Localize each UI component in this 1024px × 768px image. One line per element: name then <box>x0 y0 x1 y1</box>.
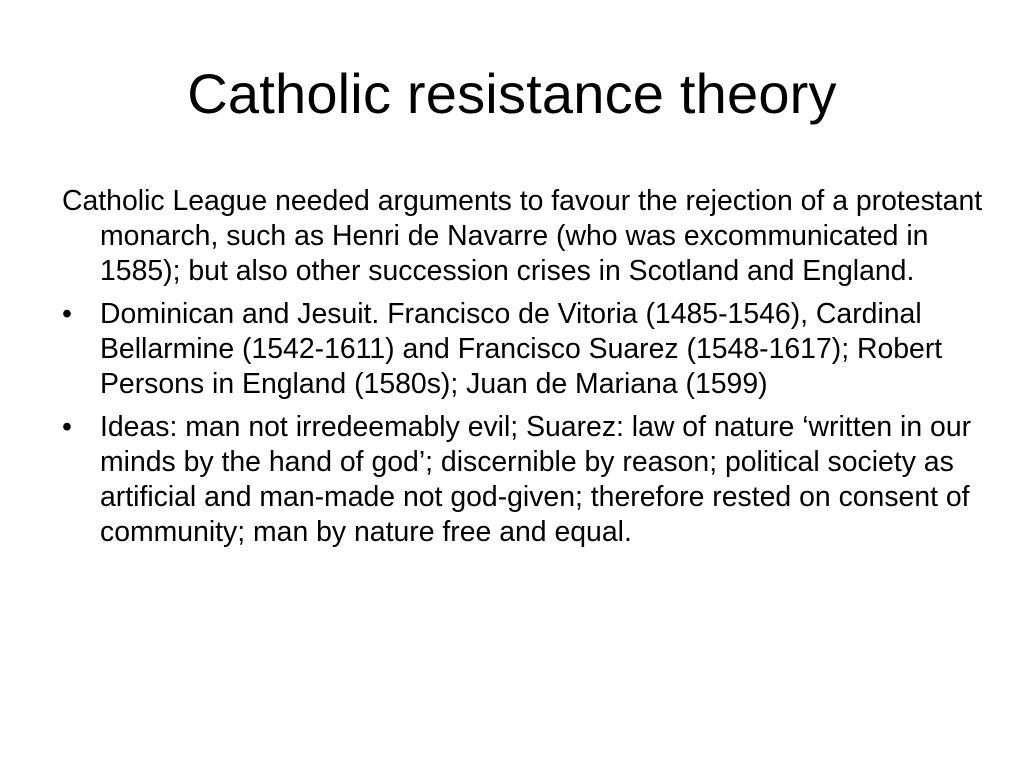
bullet-icon: • <box>62 298 72 330</box>
list-item-text: Dominican and Jesuit. Francisco de Vitoria (1485-1546), Cardinal Bellarmine (1542-1611) and Francisco Suarez (1548-1617); Robert Persons in England (1580s); Juan de Mariana (1599) <box>100 298 943 400</box>
list-item-text: Ideas: man not irredeemably evil; Suarez: law of nature ‘written in our minds by the hand of god’; discernible by reason; political society as artificial and man-made not god-given; therefore rested on consent of community; man by nature free and equal. <box>100 411 972 548</box>
slide-body-list <box>62 184 992 558</box>
list-item-intro <box>62 184 992 289</box>
list-item-ideas <box>62 410 992 550</box>
bullet-icon: • <box>62 411 72 443</box>
list-item-text: Catholic League needed arguments to favour the rejection of a protestant monarch, such as Henri de Navarre (who was excommunicated in 1585); but also other succession crises in Scotland and England. <box>62 185 983 287</box>
list-item-scholars <box>62 297 992 402</box>
slide-title: Catholic resistance theory <box>187 62 837 125</box>
